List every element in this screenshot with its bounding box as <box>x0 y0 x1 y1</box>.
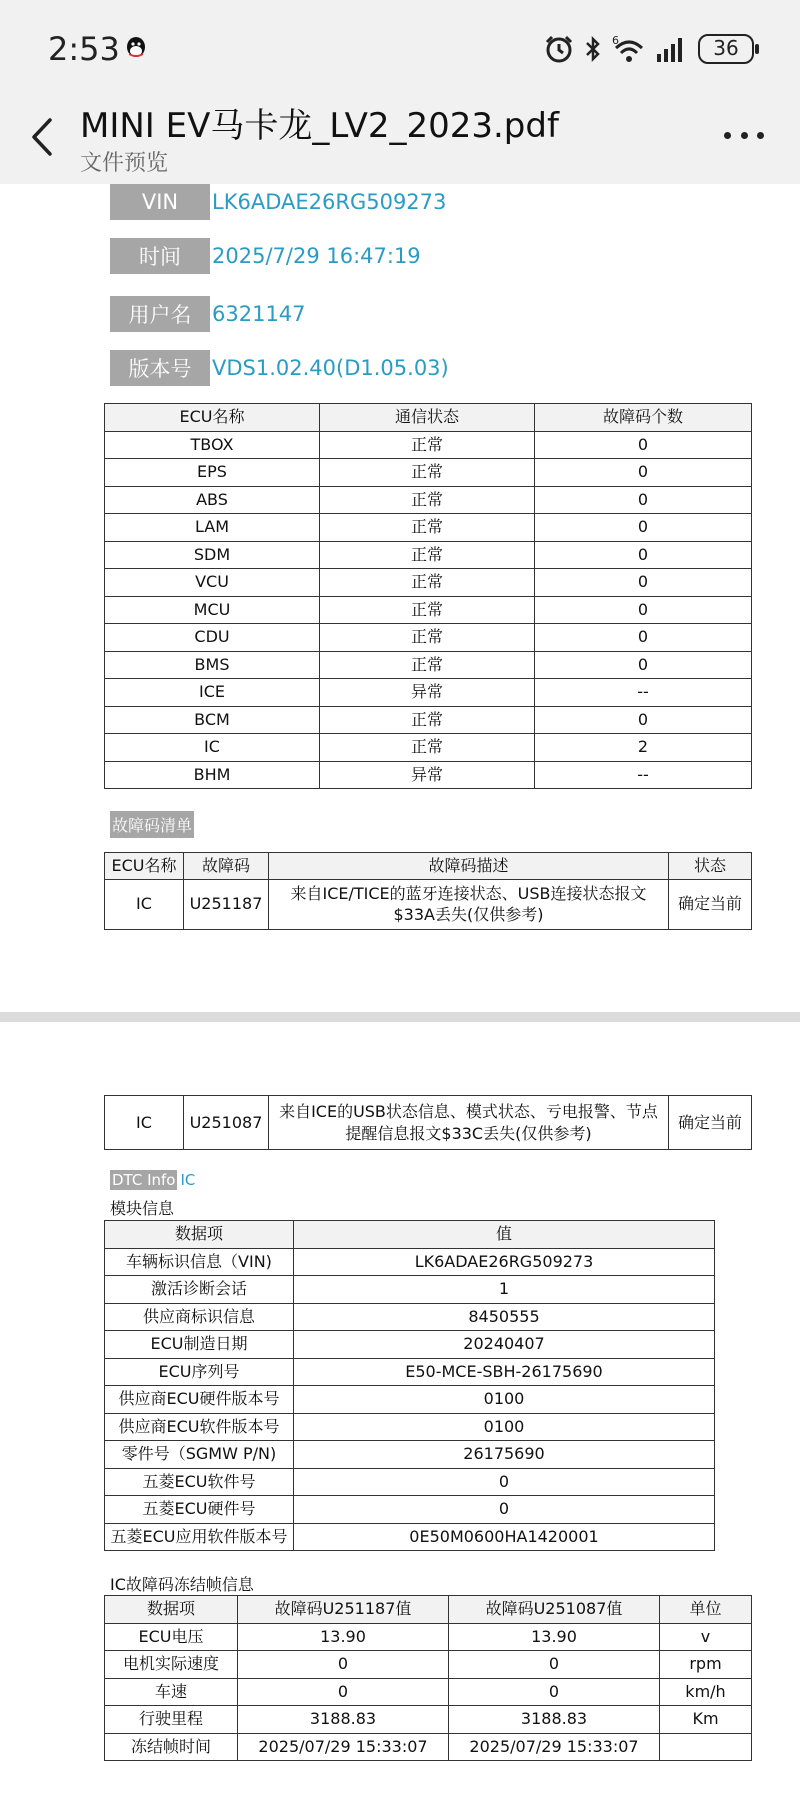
status-icons <box>544 34 754 64</box>
table-cell: 0 <box>535 486 752 514</box>
field-value: LK6ADAE26RG509273 <box>212 190 447 214</box>
battery-icon: 36 <box>698 34 754 64</box>
field-time <box>110 238 421 274</box>
field-value: 6321147 <box>212 302 306 326</box>
dot-icon <box>757 132 764 139</box>
dtc-info-tag: DTC Info <box>112 1171 176 1189</box>
table-row <box>105 1358 715 1386</box>
dtc-info-module: IC <box>180 1171 196 1189</box>
table-row <box>105 734 752 762</box>
table-cell: ABS <box>105 486 320 514</box>
column-header: 通信状态 <box>320 404 535 432</box>
table-cell: ECU电压 <box>105 1623 238 1651</box>
dtc-table-continued <box>104 1095 752 1150</box>
table-cell: 0 <box>449 1651 660 1679</box>
table-cell: 0 <box>535 706 752 734</box>
table-header-row <box>105 853 752 880</box>
table-row <box>105 879 752 929</box>
table-cell: 3188.83 <box>238 1706 449 1734</box>
wifi-six-label: 6 <box>612 34 619 47</box>
table-cell: -- <box>535 761 752 789</box>
table-row <box>105 541 752 569</box>
dot-icon <box>724 132 731 139</box>
field-vin <box>110 184 446 220</box>
table-cell: 供应商ECU软件版本号 <box>105 1413 294 1441</box>
table-cell: -- <box>535 679 752 707</box>
table-header-row <box>105 404 752 432</box>
table-cell: 五菱ECU软件号 <box>105 1468 294 1496</box>
dtc-ecu: IC <box>105 1096 184 1150</box>
back-button[interactable] <box>22 112 62 162</box>
table-cell: 激活诊断会话 <box>105 1276 294 1304</box>
table-cell: 0 <box>535 569 752 597</box>
table-cell: 车辆标识信息（VIN) <box>105 1248 294 1276</box>
column-header: 数据项 <box>105 1221 294 1249</box>
column-header: 状态 <box>669 853 752 880</box>
table-cell: 0 <box>535 459 752 487</box>
table-cell: EPS <box>105 459 320 487</box>
more-options-button[interactable] <box>724 128 764 142</box>
table-row <box>105 1523 715 1551</box>
table-cell: 0100 <box>294 1413 715 1441</box>
table-cell: 0 <box>535 541 752 569</box>
dtc-description: 来自ICE的USB状态信息、模式状态、亏电报警、节点提醒信息报文$33C丢失(仅供参考) <box>269 1096 669 1150</box>
table-row <box>105 596 752 624</box>
table-cell: BMS <box>105 651 320 679</box>
column-header: 故障码 <box>184 853 269 880</box>
freeze-frame-table <box>104 1595 752 1761</box>
table-cell: 供应商标识信息 <box>105 1303 294 1331</box>
table-row <box>105 761 752 789</box>
column-header: 值 <box>294 1221 715 1249</box>
table-row <box>105 431 752 459</box>
table-cell: 0100 <box>294 1386 715 1414</box>
ecu-status-table <box>104 403 752 789</box>
table-row <box>105 1496 715 1524</box>
table-cell: ECU序列号 <box>105 1358 294 1386</box>
table-cell: SDM <box>105 541 320 569</box>
table-cell: 13.90 <box>449 1623 660 1651</box>
table-cell: 车速 <box>105 1678 238 1706</box>
table-cell: 正常 <box>320 541 535 569</box>
table-cell: 8450555 <box>294 1303 715 1331</box>
table-cell: 2 <box>535 734 752 762</box>
dot-icon <box>741 132 748 139</box>
field-label: 时间 <box>110 238 210 274</box>
table-row <box>105 1276 715 1304</box>
table-row <box>105 624 752 652</box>
table-cell: 0 <box>535 651 752 679</box>
field-label: 用户名 <box>110 296 210 332</box>
table-row <box>105 651 752 679</box>
table-cell: 供应商ECU硬件版本号 <box>105 1386 294 1414</box>
table-row <box>105 1678 752 1706</box>
table-cell: BHM <box>105 761 320 789</box>
table-cell: CDU <box>105 624 320 652</box>
table-row <box>105 679 752 707</box>
column-header: ECU名称 <box>105 853 184 880</box>
table-row <box>105 459 752 487</box>
column-header: 数据项 <box>105 1596 238 1624</box>
table-cell: BCM <box>105 706 320 734</box>
table-row <box>105 1468 715 1496</box>
table-cell: 异常 <box>320 761 535 789</box>
document-subtitle: 文件预览 <box>80 151 169 176</box>
table-cell: 冻结帧时间 <box>105 1733 238 1761</box>
table-cell: 0E50M0600HA1420001 <box>294 1523 715 1551</box>
table-cell: 0 <box>535 514 752 542</box>
table-cell: LAM <box>105 514 320 542</box>
table-cell: 26175690 <box>294 1441 715 1469</box>
table-row <box>105 1623 752 1651</box>
dtc-description: 来自ICE/TICE的蓝牙连接状态、USB连接状态报文$33A丢失(仅供参考) <box>269 879 669 929</box>
cell-signal-icon <box>656 36 688 62</box>
module-info-title: 模块信息 <box>110 1199 175 1218</box>
table-cell: 3188.83 <box>449 1706 660 1734</box>
table-cell: 0 <box>238 1651 449 1679</box>
field-value: VDS1.02.40(D1.05.03) <box>212 356 449 380</box>
column-header: 故障码描述 <box>269 853 669 880</box>
column-header: ECU名称 <box>105 404 320 432</box>
table-cell: rpm <box>660 1651 752 1679</box>
table-row <box>105 1651 752 1679</box>
table-cell: 0 <box>535 431 752 459</box>
column-header: 故障码U251187值 <box>238 1596 449 1624</box>
table-row <box>105 1413 715 1441</box>
table-row <box>105 514 752 542</box>
app-header <box>0 0 800 184</box>
table-cell: 五菱ECU应用软件版本号 <box>105 1523 294 1551</box>
column-header: 单位 <box>660 1596 752 1624</box>
table-cell: 正常 <box>320 624 535 652</box>
table-cell: 电机实际速度 <box>105 1651 238 1679</box>
table-cell: 20240407 <box>294 1331 715 1359</box>
table-cell: MCU <box>105 596 320 624</box>
table-cell: v <box>660 1623 752 1651</box>
table-cell: 五菱ECU硬件号 <box>105 1496 294 1524</box>
table-row <box>105 1386 715 1414</box>
table-cell: 2025/07/29 15:33:07 <box>238 1733 449 1761</box>
document-title: MINI EV马卡龙_LV2_2023.pdf <box>80 106 559 146</box>
table-cell: ICE <box>105 679 320 707</box>
freeze-frame-title: IC故障码冻结帧信息 <box>110 1575 254 1594</box>
dtc-code: U251187 <box>184 879 269 929</box>
dtc-info-heading <box>110 1171 195 1189</box>
field-version <box>110 350 449 386</box>
dtc-code: U251087 <box>184 1096 269 1150</box>
table-cell: 正常 <box>320 514 535 542</box>
table-cell: Km <box>660 1706 752 1734</box>
table-row <box>105 569 752 597</box>
dtc-ecu: IC <box>105 879 184 929</box>
module-info-table <box>104 1220 715 1551</box>
table-row <box>105 1248 715 1276</box>
table-cell: 正常 <box>320 734 535 762</box>
table-cell: 13.90 <box>238 1623 449 1651</box>
table-cell: 正常 <box>320 596 535 624</box>
table-cell: 正常 <box>320 486 535 514</box>
table-cell: 1 <box>294 1276 715 1304</box>
dtc-table <box>104 852 752 930</box>
table-row <box>105 1331 715 1359</box>
column-header: 故障码U251087值 <box>449 1596 660 1624</box>
table-cell: 正常 <box>320 706 535 734</box>
table-cell: 正常 <box>320 651 535 679</box>
alarm-icon <box>544 34 574 64</box>
table-cell: LK6ADAE26RG509273 <box>294 1248 715 1276</box>
qq-icon <box>124 36 148 62</box>
bluetooth-icon <box>584 34 602 64</box>
page-divider <box>0 1012 800 1022</box>
table-cell: 0 <box>535 596 752 624</box>
table-row <box>105 486 752 514</box>
wifi-icon <box>612 34 646 64</box>
table-cell: E50-MCE-SBH-26175690 <box>294 1358 715 1386</box>
table-cell: 正常 <box>320 569 535 597</box>
table-cell: km/h <box>660 1678 752 1706</box>
table-row <box>105 1096 752 1150</box>
table-cell: 异常 <box>320 679 535 707</box>
table-row <box>105 1303 715 1331</box>
table-cell: TBOX <box>105 431 320 459</box>
field-label: 版本号 <box>110 350 210 386</box>
status-time: 2:53 <box>48 30 120 68</box>
table-cell: 0 <box>294 1496 715 1524</box>
table-cell <box>660 1733 752 1761</box>
dtc-status: 确定当前 <box>669 1096 752 1150</box>
table-cell: 零件号（SGMW P/N) <box>105 1441 294 1469</box>
dtc-list-title: 故障码清单 <box>110 811 194 838</box>
table-cell: 0 <box>294 1468 715 1496</box>
table-cell: 0 <box>535 624 752 652</box>
table-row <box>105 1706 752 1734</box>
dtc-status: 确定当前 <box>669 879 752 929</box>
field-username <box>110 296 306 332</box>
table-cell: 0 <box>238 1678 449 1706</box>
table-cell: 2025/07/29 15:33:07 <box>449 1733 660 1761</box>
table-cell: IC <box>105 734 320 762</box>
table-header-row <box>105 1221 715 1249</box>
table-row <box>105 706 752 734</box>
field-label: VIN <box>110 184 210 220</box>
table-cell: VCU <box>105 569 320 597</box>
table-cell: 正常 <box>320 431 535 459</box>
table-row <box>105 1733 752 1761</box>
table-header-row <box>105 1596 752 1624</box>
column-header: 故障码个数 <box>535 404 752 432</box>
table-cell: 行驶里程 <box>105 1706 238 1734</box>
field-value: 2025/7/29 16:47:19 <box>212 244 421 268</box>
table-row <box>105 1441 715 1469</box>
table-cell: ECU制造日期 <box>105 1331 294 1359</box>
table-cell: 正常 <box>320 459 535 487</box>
table-cell: 0 <box>449 1678 660 1706</box>
